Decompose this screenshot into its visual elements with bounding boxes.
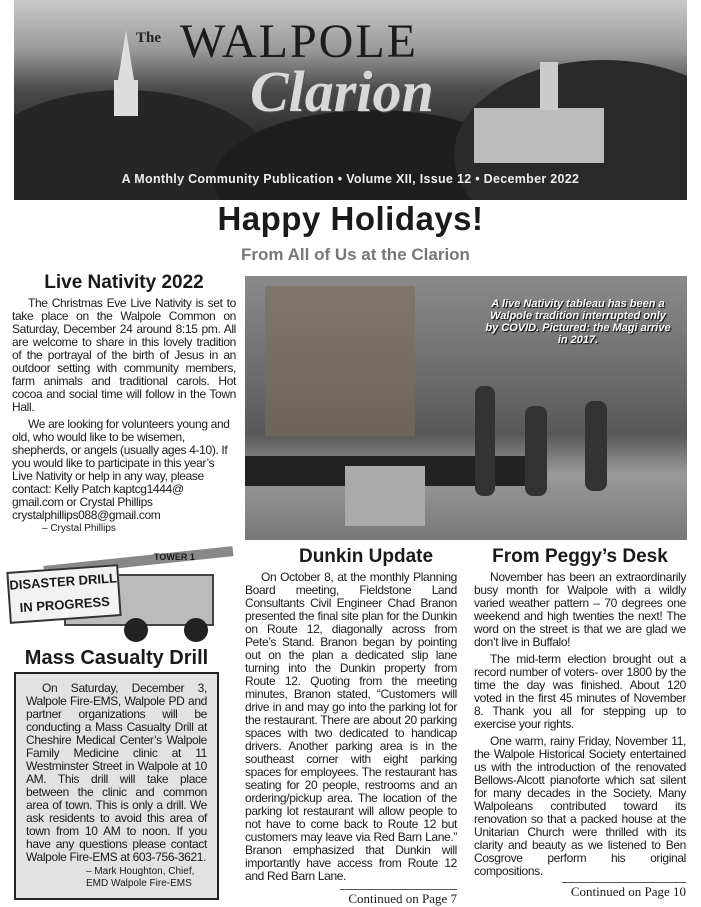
sign-line: DISASTER DRILL <box>8 570 118 593</box>
nativity-title: Live Nativity 2022 <box>44 272 204 293</box>
fire-truck-image <box>4 552 240 644</box>
masthead-title: WALPOLE <box>180 15 418 68</box>
dunkin-article <box>245 546 457 907</box>
masthead-the: The <box>136 30 162 46</box>
nativity-paragraph: We are looking for volunteers young and old, who would like to be wisemen, shepherds, or angels (usually ages 4-10). If you would like to participate in this year’s Live Nativity or help in any way, please contact: Kelly Patch kaptcg1444@ gmail.com or Crystal Phillips crystalphillips088@gmail.com <box>12 417 230 522</box>
drill-byline <box>26 866 207 890</box>
dunkin-continued-link[interactable]: Continued on Page 7 <box>340 889 457 907</box>
masthead-tagline: A Monthly Community Publication • Volume XII, Issue 12 • December 2022 <box>121 172 580 186</box>
drill-box <box>14 672 219 900</box>
nativity-photo <box>245 276 687 540</box>
masthead-clarion: Clarion <box>250 59 434 124</box>
drill-text: On Saturday, December 3, Walpole Fire-EMS, Walpole PD and partner organizations will be conducting a Mass Casualty Drill at Cheshire Medical Center’s Walpole Family Medicine clinic at 11 Westminster Street in Walpole at 10 AM. This drill will take place between the clinic and common area of town. This is only a drill. We ask residents to avoid this area of town from 10 AM to noon. If you have any questions please contact Walpole Fire-EMS at 603-756-3621. <box>26 681 207 864</box>
photo-caption: A live Nativity tableau has been a Walpole tradition interrupted only by COVID. Pictured: the Magi arrive in 2017. <box>485 298 671 346</box>
nativity-paragraph: The Christmas Eve Live Nativity is set to take place on the Walpole Common on Saturday, December 24 around 8:15 pm. All are welcome to share in this lovely tradition of the portrayal of the birth of Jesus in an outdoor setting with community members, farm animals and traditional carols. Hot cocoa and social time will follow in the Town Hall. <box>12 296 236 414</box>
drill-title: Mass Casualty Drill <box>24 647 209 669</box>
church-building <box>474 108 604 163</box>
truck-tower-label: TOWER 1 <box>154 552 195 562</box>
headline: Happy Holidays! <box>217 200 484 237</box>
disaster-drill-sign <box>6 564 121 624</box>
byline-line: EMD Walpole Fire-EMS <box>86 878 192 889</box>
nativity-article <box>12 272 236 534</box>
peggy-paragraph: One warm, rainy Friday, November 11, the Walpole Historical Society entertained us with the introduction of the renovated Bellows-Alcott pianoforte which sat silent for many decades in the Society. Many Walpoleans contributed toward its renovation so that a packed house at the Unitarian Church were thrilled with its clarity and beauty as we listened to Ben Cosgrove perform his original compositions. <box>474 734 686 878</box>
dunkin-text: On October 8, at the monthly Planning Board meeting, Fieldstone Land Consultants Civil Engineer Chad Branon presented the final site plan for the Dunkin on Route 12, diagonally across from Pete’s Stand. Branon began by pointing out on the plan a dedicated slip lane turning into the Dunkin property from Route 12. Quoting from the meeting minutes, Branon stated, “Customers will drive in and may go into the parking lot for the restaurant. There are about 20 parking spaces with two dedicated to handicap drivers. Another parking area is in the southeast corner with eight parking spaces for employees. The restaurant has seating for 20 people, restrooms and an ordering/pickup area. The location of the parking lot restaurant will allow people to not have to come back to Route 12 but customers may leave via Red Barn Lane.” Branon emphasized that Dunkin will importantly have access from Route 12 and Red Barn Lane. <box>245 570 457 883</box>
peggy-paragraph: The mid-term election brought out a record number of voters- over 1800 by the time the day was finished. About 120 voted in the first 45 minutes of November 8. Thank you all for stepping up to exercise your rights. <box>474 652 686 731</box>
byline-line: – Mark Houghton, Chief, <box>86 866 195 877</box>
peggy-title: From Peggy’s Desk <box>492 546 668 567</box>
peggy-paragraph: November has been an extraordinarily busy month for Walpole with a wildly varied weather pattern – 70 degrees one weekend and high twenties the next! The word on the street is that we are glad we don’t live in Buffalo! <box>474 570 686 649</box>
masthead <box>14 0 687 200</box>
nativity-byline: – Crystal Phillips <box>42 523 116 534</box>
subheadline: From All of Us at the Clarion <box>241 245 470 264</box>
sign-line: IN PROGRESS <box>19 593 111 616</box>
church-steeple <box>118 30 134 80</box>
peggy-article <box>474 546 686 900</box>
peggy-continued-link[interactable]: Continued on Page 10 <box>562 882 686 900</box>
dunkin-title: Dunkin Update <box>298 546 434 567</box>
